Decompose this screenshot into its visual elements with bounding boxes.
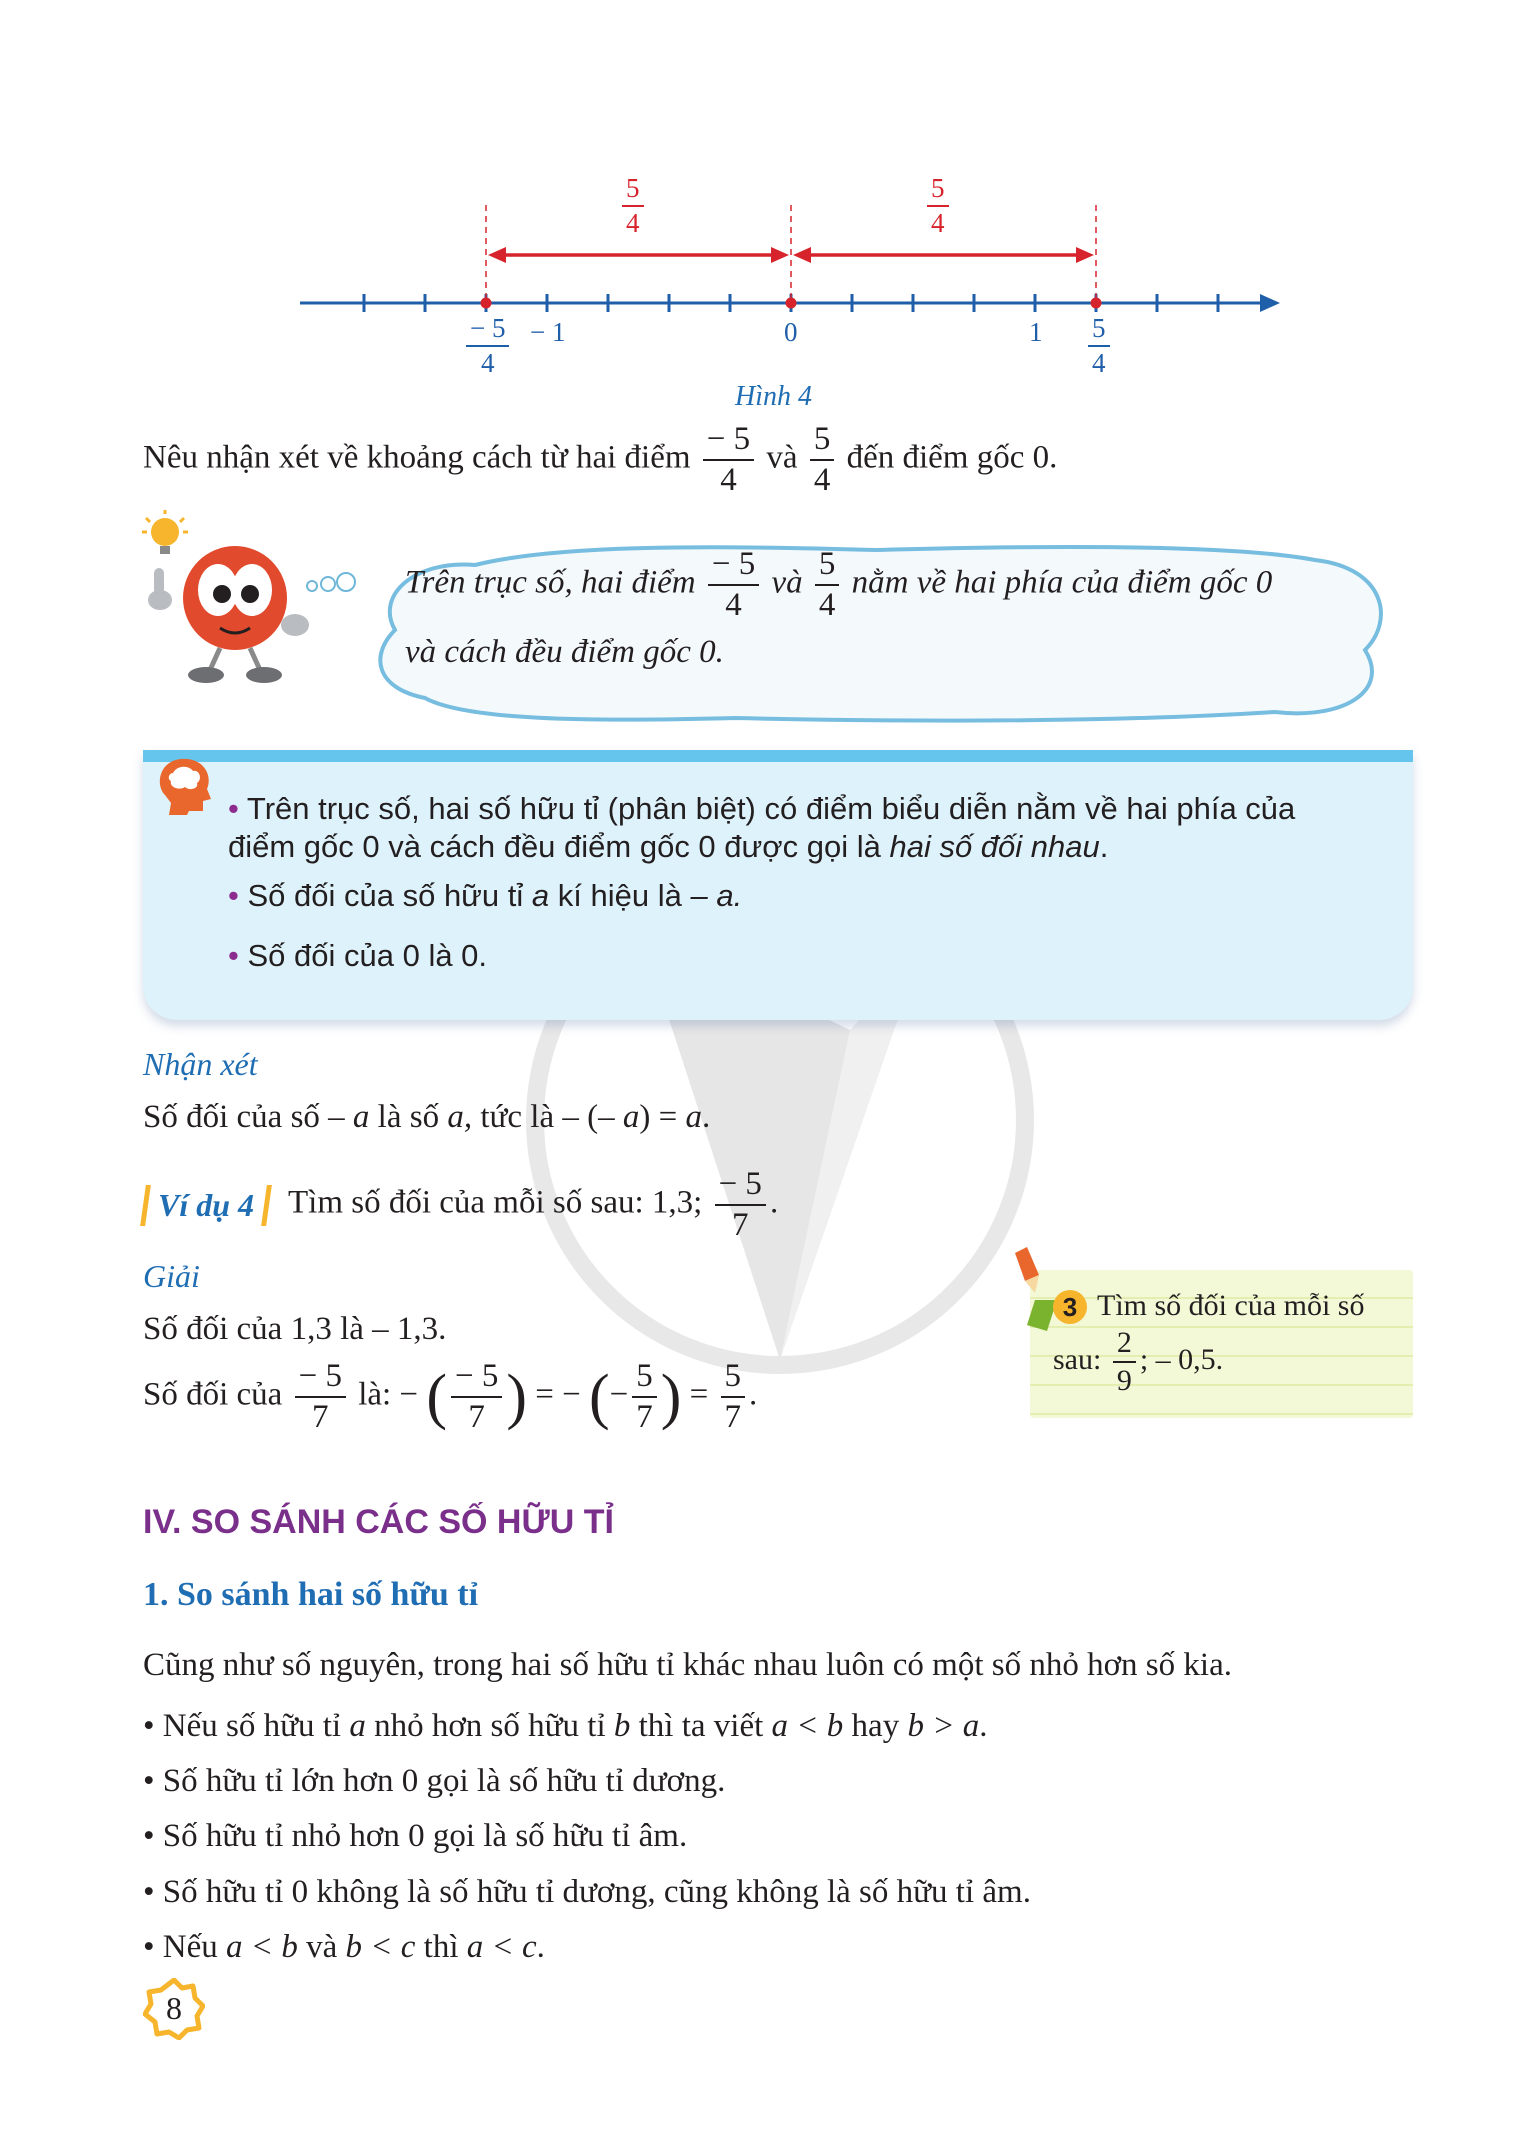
bullet-4: • Số hữu tỉ 0 không là số hữu tỉ dương, cũng không là số hữu tỉ âm. [143,1874,1031,1910]
solution-title: Giải [143,1258,200,1294]
exercise-number-badge: 3 [1053,1290,1087,1324]
left-distance-label: $\frac{5}{4}$ [618,175,648,237]
tick-label-neg-five-quarters: $\frac{- 5}{4}$ [462,315,513,377]
definition-item-3: • Số đối của 0 là 0. [228,938,488,973]
solution-line-2: Số đối của $\frac{- 5}{7}$ là: − ( $\frac{- 5}{7}$ ) = − (− $\frac{5}{7}$ ) = $\frac{5}{7}$ . [143,1358,758,1435]
number-line-figure [290,170,1290,330]
definition-item-1: • Trên trục số, hai số hữu tỉ (phân biệt) có điểm biểu diễn nằm về hai phía của [228,791,1296,826]
page-number: 8 [166,1990,182,2026]
axis-arrowhead [1260,294,1280,312]
example-text: Tìm số đối của mỗi số sau: 1,3; $\frac{- 5}{7}$ . [288,1166,779,1243]
remark-text: Số đối của số – a là số a, tức là – (– a) = a. [143,1099,711,1135]
section-heading: IV. SO SÁNH CÁC SỐ HỮU TỈ [143,1503,614,1541]
tick-label-minus-one: − 1 [530,317,566,347]
tick-label-one: 1 [1029,317,1043,347]
intro-text: Cũng như số nguyên, trong hai số hữu tỉ khác nhau luôn có một số nhỏ hơn số kia. [143,1647,1232,1683]
bullet-1: • Nếu số hữu tỉ a nhỏ hơn số hữu tỉ b thì ta viết a < b hay b > a. [143,1708,988,1744]
bullet-2: • Số hữu tỉ lớn hơn 0 gọi là số hữu tỉ dương. [143,1763,726,1799]
bullet-5: • Nếu a < b và b < c thì a < c. [143,1929,545,1965]
guide-lines [486,205,1096,300]
brain-head-icon [155,755,215,817]
tick-label-five-quarters: $\frac{5}{4}$ [1084,315,1114,377]
remark-title: Nhận xét [143,1046,258,1082]
definition-item-1-cont: điểm gốc 0 và cách đều điểm gốc 0 được gọi là hai số đối nhau. [228,829,1109,864]
question-text: Nêu nhận xét về khoảng cách từ hai điểm $\frac{- 5}{4}$ và $\frac{5}{4}$ đến điểm gốc 0. [143,421,1058,498]
pen-icon [1005,1245,1065,1335]
mascot-illustration [140,510,370,690]
thought-line-1: Trên trục số, hai điểm $\frac{- 5}{4}$ và $\frac{5}{4}$ nằm về hai phía của điểm gốc 0 [405,546,1273,623]
tick-label-zero: 0 [784,317,798,347]
exercise-line-1: Tìm số đối của mỗi số [1097,1289,1365,1322]
figure-caption: Hình 4 [735,381,812,412]
right-distance-label: $\frac{5}{4}$ [923,175,953,237]
definition-item-2: • Số đối của số hữu tỉ a kí hiệu là – a. [228,878,743,913]
bullet-3: • Số hữu tỉ nhỏ hơn 0 gọi là số hữu tỉ âm. [143,1818,688,1854]
thought-line-2: và cách đều điểm gốc 0. [405,634,724,670]
solution-line-1: Số đối của 1,3 là – 1,3. [143,1311,447,1347]
example-label: Ví dụ 4 [140,1185,272,1226]
subsection-heading: 1. So sánh hai số hữu tỉ [143,1576,479,1613]
exercise-line-2: sau: $\frac{2}{9}$ ; – 0,5. [1053,1326,1224,1397]
